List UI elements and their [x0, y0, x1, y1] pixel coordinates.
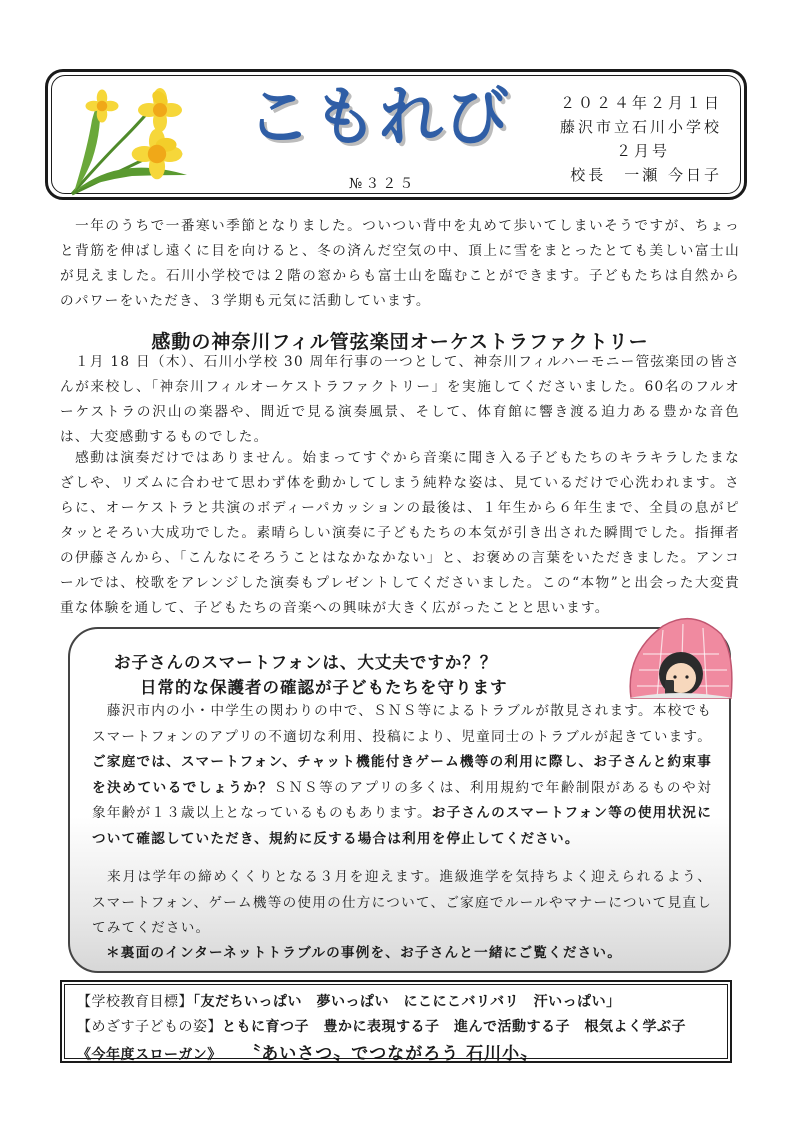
- newsletter-header: [45, 69, 747, 200]
- header-meta: [522, 91, 722, 187]
- article-text-2: 感動は演奏だけではありません。始まってすぐから音楽に聞き入る子どもたちのキラキラしたまなざしや、リズムに合わせて思わず体を動かしてしまう純粋な姿は、見ているだけで心洗われます。さらに、オーケストラと共演のボディーパカッションの最後は、１年生から６年生まで、全員の息がピタッとそろい大成功でした。素晴らしい演奏に子どもたちの本気が引き出された瞬間でした。指揮者の伊藤さんから、「こんなにそろうことはなかなかない」と、お褒めの言葉をいただきました。アンコールでは、校歌をアレンジした演奏もプレゼントしてくださいました。この“本物”と出会った大変貴重な体験を通して、子どもたちの音楽への興味が大きく広がったことと思います。: [60, 450, 740, 616]
- article-paragraph-1: [60, 350, 740, 450]
- smartphone-notice-box: [68, 627, 731, 973]
- goal-value-3: 〝あいさつ〟でつながろう 石川小〟: [251, 1044, 539, 1064]
- daffodil-icon: [62, 80, 197, 198]
- school-goals-box: [60, 980, 732, 1063]
- goal-label-2: 【めざす子どもの姿】: [77, 1019, 222, 1035]
- goals-inner-border: [64, 984, 728, 1064]
- smartphone-note: ＊裏面のインターネットトラブルの事例を、お子さんと一緒にご覧ください。: [106, 945, 623, 961]
- article-title: 感動の神奈川フィル管弦楽団オーケストラファクトリー: [151, 331, 649, 353]
- smartphone-text-a: 藤沢市内の小・中学生の関わりの中で、ＳＮＳ等によるトラブルが散見されます。本校でもスマートフォンのアプリの不適切な利用、投稿により、児童同士のトラブルが起きています。: [92, 703, 712, 745]
- school-name: 藤沢市立石川小学校: [559, 118, 722, 136]
- intro-paragraph: [60, 214, 740, 314]
- goal-line-child: [77, 1016, 686, 1036]
- article-text-1: １月 18 日（木）、石川小学校 30 周年行事の一つとして、神奈川フィルハーモニー管弦楽団の皆さんが来校し、「神奈川フィルオーケストラファクトリー」を実施してくださいました。60名のフルオーケストラの沢山の楽器や、間近で見る演奏風景、そして、体育館に響き渡る迫力ある豊かな音色は、大変感動するものでした。: [60, 354, 740, 445]
- goal-line-education: [77, 991, 621, 1011]
- smartphone-text-c: ＳＮＳ等のアプリの多くは、利用規約で年齢制限があるものや対象年齢が１３歳以上となっているものもあります。: [92, 779, 713, 821]
- issue-month: ２月号: [615, 142, 670, 160]
- header-inner-border: [51, 75, 741, 194]
- smartphone-paragraph-2: [92, 865, 712, 942]
- goal-line-slogan: [77, 1039, 538, 1064]
- goal-value-1: 「友だちいっぱい 夢いっぱい にこにこバリバリ 汗いっぱい」: [193, 994, 621, 1010]
- article-paragraph-2: [60, 446, 740, 621]
- goal-label-3: 《今年度スローガン》: [77, 1047, 222, 1063]
- goal-label-1: 【学校教育目標】: [77, 994, 193, 1010]
- principal-name: 校長 一瀬 今日子: [570, 166, 722, 184]
- smartphone-heading-1: お子さんのスマートフォンは、大丈夫ですか？？: [114, 653, 498, 672]
- smartphone-paragraph-1: [92, 699, 712, 852]
- goal-value-2: ともに育つ子 豊かに表現する子 進んで活動する子 根気よく学ぶ子: [222, 1019, 686, 1035]
- smartphone-text-b: ご家庭では、スマートフォン、チャット機能付きゲーム機等の利用に際し、お子さんと約束事を決めているでしょうか？: [92, 754, 712, 796]
- publish-date: ２０２４年２月１日: [559, 94, 722, 112]
- newsletter-title: こもれび: [247, 81, 511, 155]
- smartphone-heading-2: 日常的な保護者の確認が子どもたちを守ります: [140, 678, 508, 697]
- intro-text: 一年のうちで一番寒い季節となりました。ついつい背中を丸めて歩いてしまいそうですが、ちょっと背筋を伸ばし遠くに目を向けると、冬の済んだ空気の中、頂上に雪をまとったとても美しい富士山が見えました。石川小学校では２階の窓からも富士山を臨むことができます。子どもたちは自然からのパワーをいただき、３学期も元気に活動しています。: [60, 218, 740, 309]
- issue-number: №３２５: [349, 176, 417, 192]
- child-phone-icon: [623, 614, 735, 702]
- smartphone-text-2: 来月は学年の締めくくりとなる３月を迎えます。進級進学を気持ちよく迎えられるよう、スマートフォン、ゲーム機等の使用の仕方について、ご家庭でルールやマナーについて見直してみてください。: [92, 869, 712, 936]
- smartphone-text-d: お子さんのスマートフォン等の使用状況について確認していただき、規約に反する場合は利用を停止してください。: [92, 805, 712, 847]
